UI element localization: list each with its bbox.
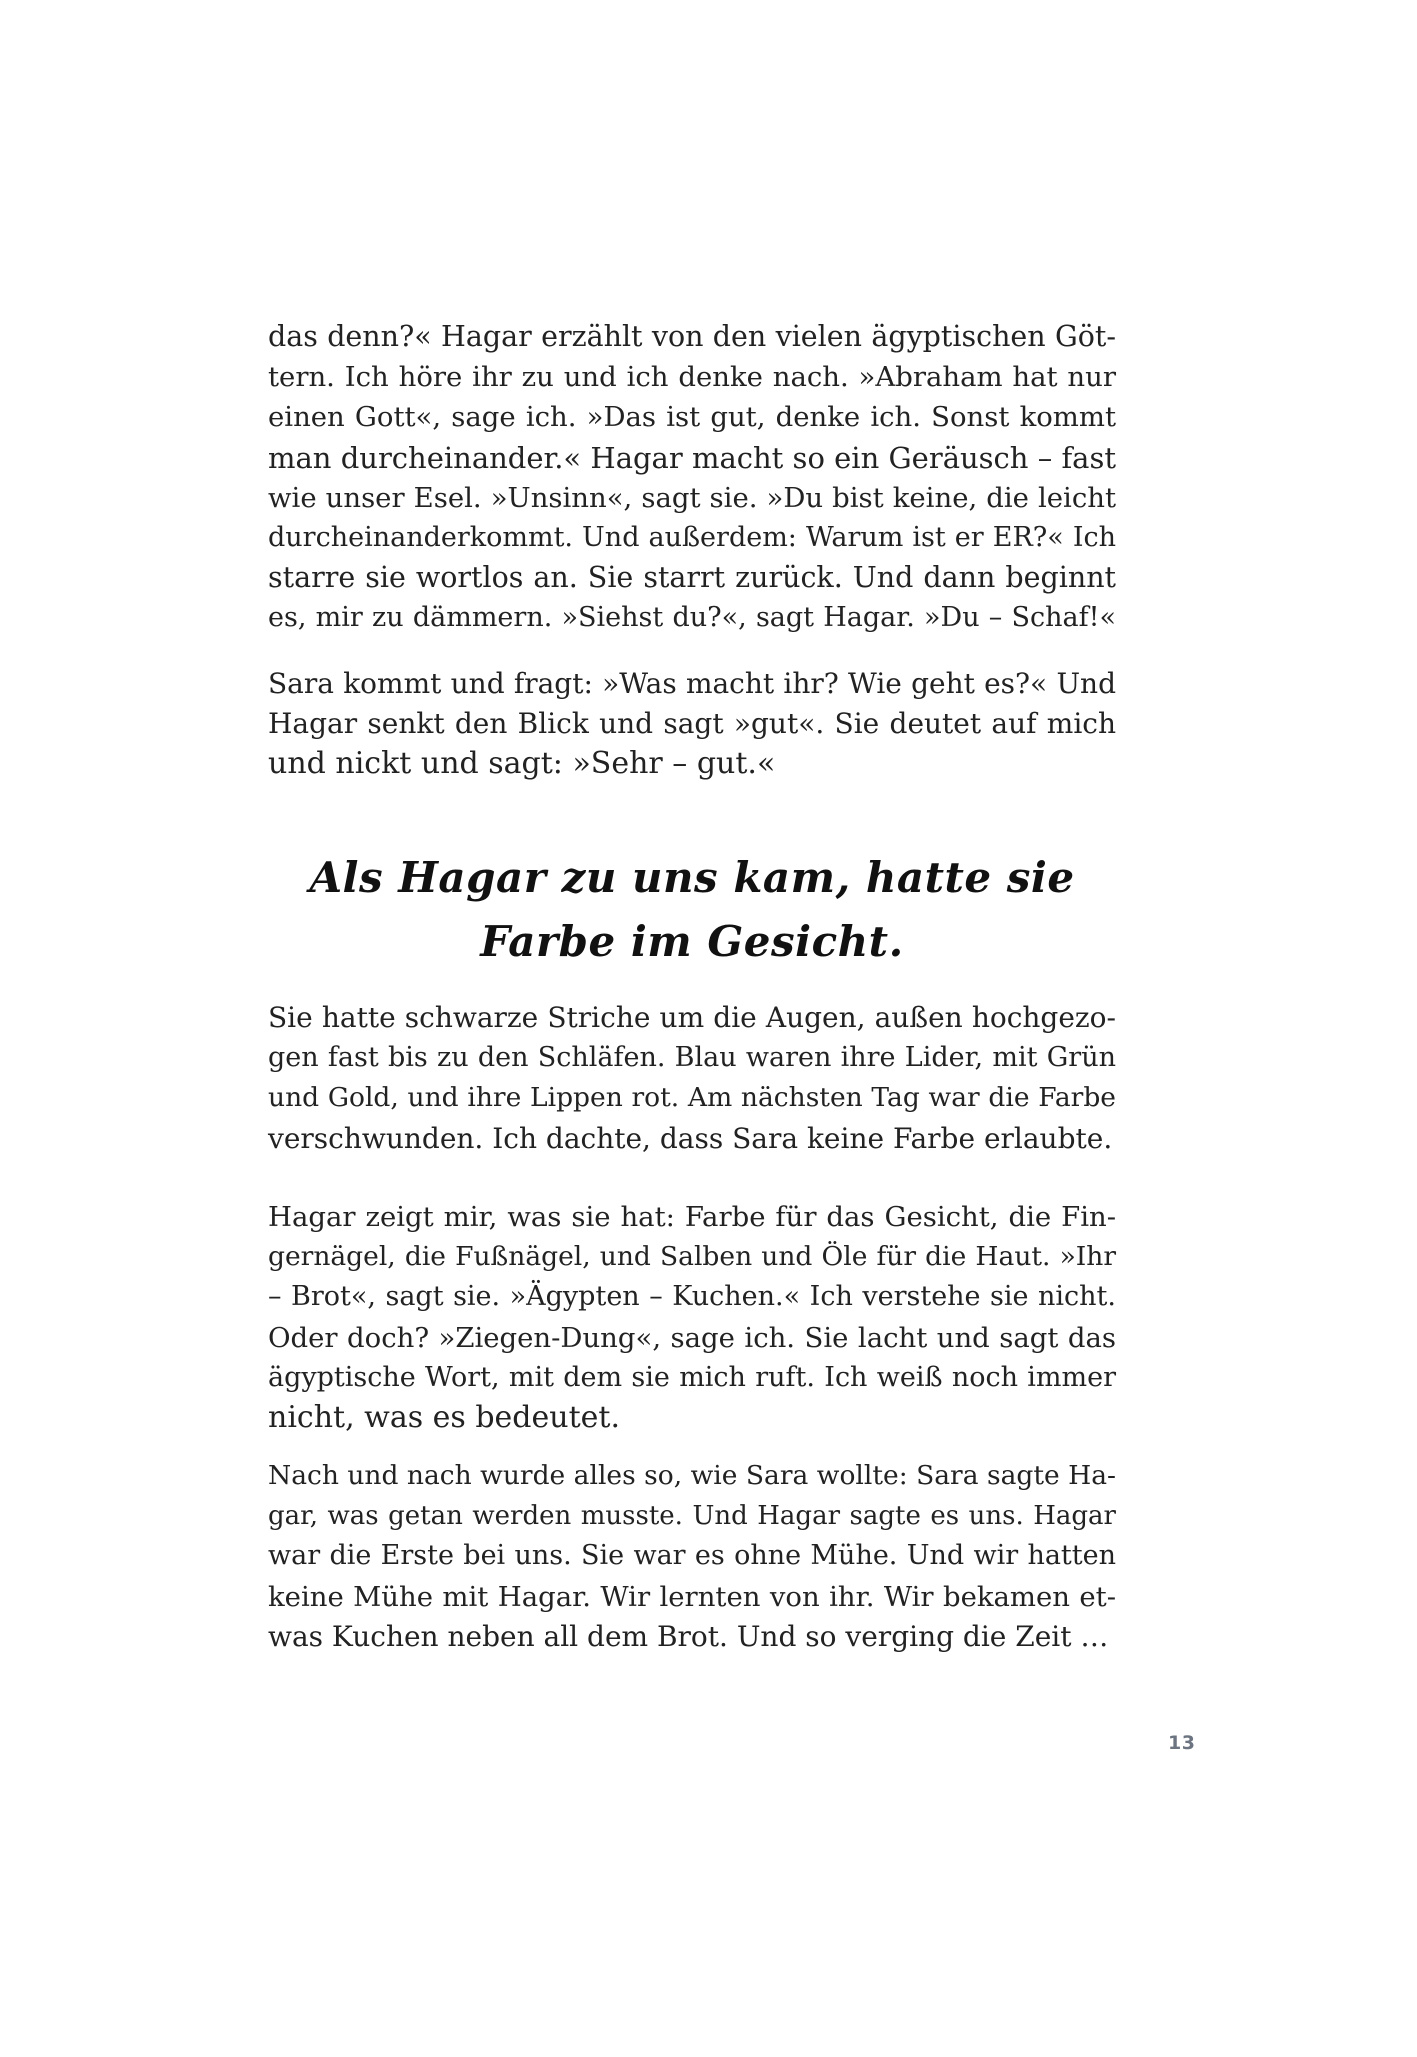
heading-line-2: Farbe im Gesicht. — [480, 917, 904, 966]
text-line: gernägel, die Fußnägel, und Salben und Öle für die Haut. »Ihr — [268, 1241, 1116, 1273]
heading-line-1: Als Hagar zu uns kam, hatte sie — [309, 853, 1075, 902]
text-line: durcheinanderkommt. Und außerdem: Warum ist er ER?« Ich — [268, 522, 1116, 554]
text-line: war die Erste bei uns. Sie war es ohne Mühe. Und wir hatten — [268, 1540, 1116, 1572]
text-line: man durcheinander.« Hagar macht so ein Geräusch – fast — [268, 440, 1116, 475]
text-line: Oder doch? »Ziegen-Dung«, sage ich. Sie lacht und sagt das — [268, 1321, 1116, 1354]
text-line: – Brot«, sagt sie. »Ägypten – Kuchen.« Ich verstehe sie nicht. — [268, 1281, 1116, 1313]
text-line: Hagar senkt den Blick und sagt »gut«. Sie deutet auf mich — [268, 707, 1116, 741]
paragraph-text — [268, 317, 1116, 639]
paragraph-text — [268, 664, 1116, 785]
text-line: keine Mühe mit Hagar. Wir lernten von ihr. Wir bekamen et- — [268, 1580, 1116, 1613]
text-line: nicht, was es bedeutet. — [268, 1400, 620, 1436]
text-line: was Kuchen neben all dem Brot. Und so verging die Zeit … — [268, 1619, 1109, 1653]
paragraph-3 — [268, 998, 1116, 1159]
paragraph-1 — [268, 317, 1116, 639]
text-line: Nach und nach wurde alles so, wie Sara wollte: Sara sagte Ha- — [268, 1460, 1116, 1491]
text-line: gar, was getan werden musste. Und Hagar sagte es uns. Hagar — [268, 1501, 1116, 1532]
text-line: Sie hatte schwarze Striche um die Augen, außen hochgezo- — [268, 1001, 1116, 1034]
paragraph-2 — [268, 664, 1116, 785]
page-number: 13 — [1168, 1732, 1196, 1754]
text-line: Sara kommt und fragt: »Was macht ihr? Wie geht es?« Und — [268, 667, 1116, 700]
section-heading — [268, 846, 1116, 974]
paragraph-text — [268, 1456, 1116, 1657]
text-line: einen Gott«, sage ich. »Das ist gut, denke ich. Sonst kommt — [268, 401, 1116, 434]
paragraph-text — [268, 998, 1116, 1159]
text-line: Hagar zeigt mir, was sie hat: Farbe für das Gesicht, die Fin- — [268, 1201, 1116, 1233]
paragraph-4 — [268, 1197, 1116, 1438]
text-line: starre sie wortlos an. Sie starrt zurück. Und dann beginnt — [268, 561, 1116, 595]
text-line: ägyptische Wort, mit dem sie mich ruft. Ich weiß noch immer — [268, 1361, 1116, 1393]
text-line: das denn?« Hagar erzählt von den vielen ägyptischen Göt- — [268, 320, 1116, 353]
text-line: und Gold, und ihre Lippen rot. Am nächsten Tag war die Farbe — [268, 1082, 1116, 1114]
text-line: und nickt und sagt: »Sehr – gut.« — [268, 746, 776, 782]
paragraph-text — [268, 1197, 1116, 1438]
paragraph-5 — [268, 1456, 1116, 1657]
text-line: verschwunden. Ich dachte, dass Sara keine Farbe erlaubte. — [268, 1121, 1113, 1155]
text-line: tern. Ich höre ihr zu und ich denke nach. »Abraham hat nur — [268, 361, 1116, 394]
text-line: es, mir zu dämmern. »Siehst du?«, sagt Hagar. »Du – Schaf!« — [268, 602, 1116, 634]
text-line: wie unser Esel. »Unsinn«, sagt sie. »Du bist keine, die leicht — [268, 481, 1116, 514]
text-line: gen fast bis zu den Schläfen. Blau waren ihre Lider, mit Grün — [268, 1042, 1116, 1074]
